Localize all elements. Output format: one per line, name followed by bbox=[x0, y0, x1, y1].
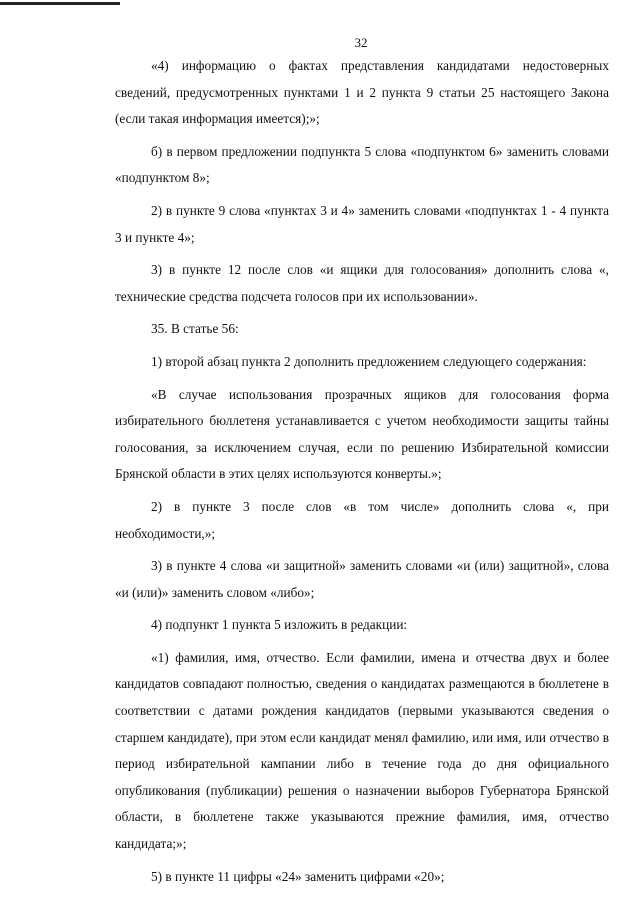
document-body bbox=[115, 53, 609, 896]
top-edge-rule bbox=[0, 2, 120, 5]
paragraph: 4) подпункт 1 пункта 5 изложить в редакции: bbox=[151, 617, 408, 633]
paragraph: «В случае использования прозрачных ящиков для голосования форма избирательного бюллетеня устанавливается с учетом необходимости защиты тайны голосования, за исключением случая, если по решению Избирательной комиссии Брянской области в этих целях используются конверты.»; bbox=[115, 386, 609, 482]
paragraph: 35. В статье 56: bbox=[151, 321, 239, 337]
paragraph: «4) информацию о фактах представления кандидатами недостоверных сведений, предусмотренных пунктами 1 и 2 пункта 9 статьи 25 настоящего Закона (если такая информация имеется);»; bbox=[115, 58, 609, 127]
paragraph: «1) фамилия, имя, отчество. Если фамилии, имена и отчества двух и более кандидатов совпадают полностью, сведения о кандидатах размещаются в бюллетене в соответствии с датами рождения кандидатов (первыми указываются сведения о старшем кандидате), при этом если кандидат менял фамилию, или имя, или отчество в период избирательной кампании либо в течение года до дня официального опубликования (публикации) решения о назначении выборов Губернатора Брянской области, в бюллетене также указываются прежние фамилия, имя, отчество кандидата;»; bbox=[115, 649, 609, 852]
paragraph: 2) в пункте 9 слова «пунктах 3 и 4» заменить словами «подпунктах 1 - 4 пункта 3 и пункте 4»; bbox=[115, 202, 609, 245]
paragraph: 3) в пункте 4 слова «и защитной» заменить словами «и (или) защитной», слова «и (или)» заменить словом «либо»; bbox=[115, 558, 609, 600]
page-number: 32 bbox=[354, 35, 368, 50]
paragraph: б) в первом предложении подпункта 5 слова «подпунктом 6» заменить словами «подпунктом 8»; bbox=[115, 143, 609, 186]
paragraph: 1) второй абзац пункта 2 дополнить предложением следующего содержания: bbox=[151, 353, 587, 369]
paragraph: 2) в пункте 3 после слов «в том числе» дополнить слова «, при необходимости,»; bbox=[115, 498, 609, 541]
paragraph: 3) в пункте 12 после слов «и ящики для голосования» дополнить слова «, технические средства подсчета голосов при их использовании». bbox=[115, 262, 609, 304]
paragraph: 5) в пункте 11 цифры «24» заменить цифрами «20»; bbox=[151, 868, 445, 884]
